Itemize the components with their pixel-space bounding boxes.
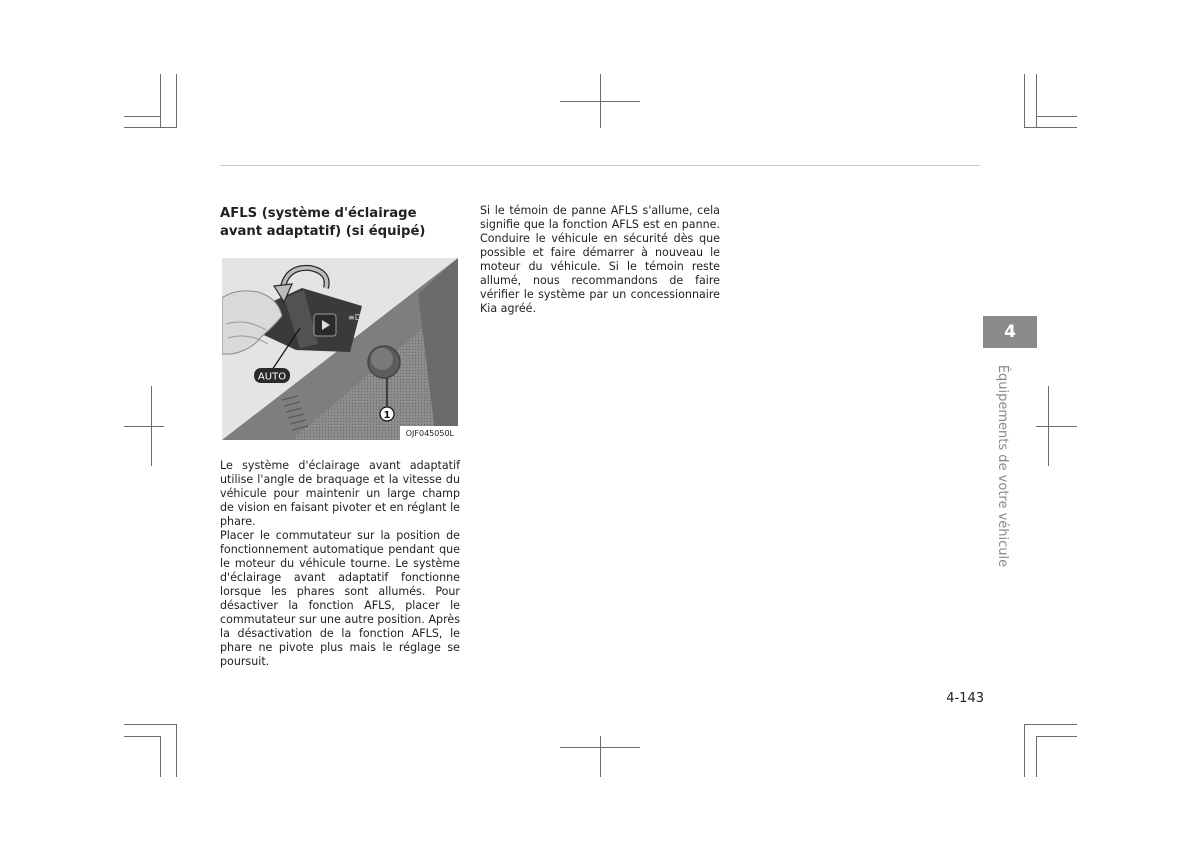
crop-mark bbox=[1036, 426, 1077, 427]
crop-mark bbox=[124, 127, 177, 128]
crop-mark bbox=[160, 736, 161, 777]
crop-mark bbox=[1036, 736, 1037, 777]
crop-mark bbox=[1024, 724, 1077, 725]
paragraph: Placer le commutateur sur la position de fonctionnement automatique pendant que le moteur du véhicule tourne. Le système d'éclairage avant adaptatif fonctionne lorsque les phares sont allumés. Pour désactiver la fonction AFLS, placer le commutateur sur une autre position. Après la désactivation de la fonction AFLS, le phare ne pivote plus mais le réglage se poursuit. bbox=[220, 529, 460, 668]
crop-mark bbox=[600, 736, 601, 777]
afls-switch-illustration bbox=[222, 258, 458, 440]
crop-mark bbox=[176, 724, 177, 777]
crop-mark bbox=[124, 736, 160, 737]
crop-mark bbox=[1024, 74, 1025, 128]
chapter-tab: 4 bbox=[983, 316, 1037, 348]
paragraph: Le système d'éclairage avant adaptatif utilise l'angle de braquage et la vitesse du véhicule pour maintenir un large champ de vision en faisant pivoter et en réglant le phare. bbox=[220, 459, 460, 528]
crop-mark bbox=[1024, 127, 1077, 128]
crop-mark bbox=[560, 101, 640, 102]
image-code: OJF045050L bbox=[405, 429, 454, 438]
header-rule bbox=[220, 165, 980, 166]
illustration-svg bbox=[222, 258, 458, 440]
svg-text:≡D: ≡D bbox=[348, 313, 361, 322]
crop-mark bbox=[176, 74, 177, 128]
crop-mark bbox=[1024, 724, 1025, 777]
crop-mark bbox=[160, 74, 161, 128]
crop-mark bbox=[1036, 74, 1037, 128]
crop-mark bbox=[124, 426, 164, 427]
crop-mark bbox=[124, 724, 177, 725]
crop-mark bbox=[1036, 736, 1077, 737]
callout-number: 1 bbox=[383, 410, 391, 421]
crop-mark bbox=[124, 116, 160, 117]
chapter-title: Équipements de votre véhicule bbox=[995, 364, 1010, 568]
auto-label: AUTO bbox=[257, 371, 287, 383]
crop-mark bbox=[1036, 116, 1077, 117]
sensor-button-face bbox=[371, 348, 393, 370]
paragraph: Si le témoin de panne AFLS s'allume, cela signifie que la fonction AFLS est en panne. Conduire le véhicule en sécurité dès que possible et faire démarrer à nouveau le moteur du véhicule. Si le témoin reste allumé, nous recommandons de faire vérifier le système par un concessionnaire Kia agréé. bbox=[480, 204, 720, 315]
section-heading: AFLS (système d'éclairage avant adaptatif) (si équipé) bbox=[220, 206, 426, 239]
column-1-text bbox=[220, 459, 460, 669]
crop-mark bbox=[560, 747, 640, 748]
page-number: 4-143 bbox=[946, 691, 984, 706]
column-2-text bbox=[480, 204, 720, 316]
